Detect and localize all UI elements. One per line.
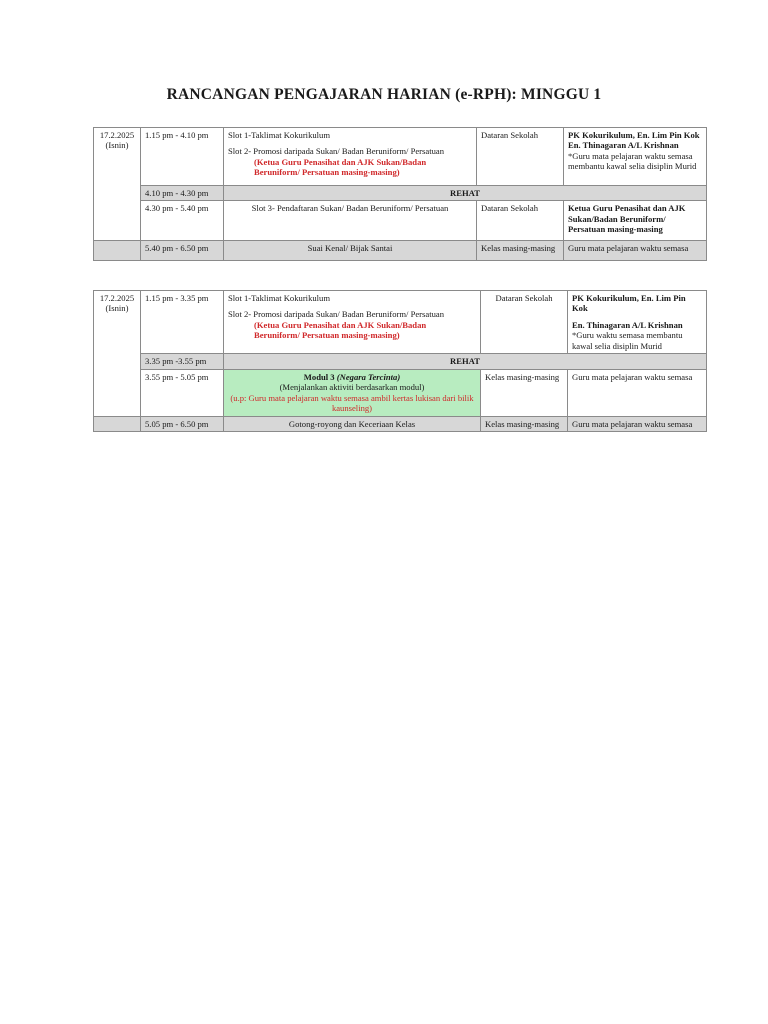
responsible-note: *Guru mata pelajaran waktu semasa membantu kawal selia disiplin Murid [568,150,697,172]
slot1-text: Slot 1-Taklimat Kokurikulum [228,293,331,303]
place-cell: Kelas masing-masing [481,416,568,431]
table-row [94,201,707,241]
responsible-name-a: PK Kokurikulum, En. Lim Pin Kok [568,130,700,140]
slot2-note-a: (Ketua Guru Penasihat dan AJK Sukan/Badan [254,319,427,330]
slot2-note-a: (Ketua Guru Penasihat dan AJK Sukan/Badan [254,156,427,167]
day-text: (Isnin) [105,303,129,314]
place-cell: Kelas masing-masing [477,241,564,261]
place-cell: Dataran Sekolah [481,291,568,354]
responsible-note: *Guru waktu semasa membantu kawal selia disiplin Murid [572,330,683,351]
page-title: RANCANGAN PENGAJARAN HARIAN (e-RPH): MINGGU 1 [166,86,602,103]
slot2-text: Slot 2- Promosi daripada Sukan/ Badan Beruniform/ Persatuan [228,146,445,157]
break-cell: REHAT [224,186,707,201]
table-row [94,186,707,201]
schedule-table-2 [93,290,707,432]
activity-cell: Slot 3- Pendaftaran Sukan/ Badan Beruniform/ Persatuan [224,201,477,241]
time-cell: 5.05 pm - 6.50 pm [141,416,224,431]
module-note: (u.p: Guru mata pelajaran waktu semasa ambil kertas lukisan dari bilik kaunseling) [230,392,474,414]
time-cell: 4.30 pm - 5.40 pm [141,201,224,241]
date-text: 17.2.2025 [99,130,135,140]
time-cell: 4.10 pm - 4.30 pm [141,186,224,201]
responsible-cell: Ketua Guru Penasihat dan AJK Sukan/Badan Beruniform/ Persatuan masing-masing [564,201,707,241]
responsible-name-b: En. Thinagaran A/L Krishnan [568,140,679,151]
day-text: (Isnin) [105,140,129,151]
module-desc: (Menjalankan aktiviti berdasarkan modul) [279,382,425,393]
slot2-note-b: Beruniform/ Persatuan masing-masing) [254,330,400,341]
time-cell: 3.35 pm -3.55 pm [141,354,224,369]
date-text: 17.2.2025 [99,293,135,303]
responsible-cell: Guru mata pelajaran waktu semasa [568,416,707,431]
date-cell-empty [94,416,141,431]
slot2-text: Slot 2- Promosi daripada Sukan/ Badan Beruniform/ Persatuan [228,309,445,320]
activity-cell [224,128,477,186]
activity-cell [224,291,481,354]
slot2-note-b: Beruniform/ Persatuan masing-masing) [254,167,400,178]
responsible-cell [564,128,707,186]
activity-cell: Suai Kenal/ Bijak Santai [224,241,477,261]
responsible-cell: Guru mata pelajaran waktu semasa [564,241,707,261]
place-cell: Kelas masing-masing [481,369,568,416]
date-cell [94,128,141,241]
time-cell: 3.55 pm - 5.05 pm [141,369,224,416]
table-row [94,241,707,261]
slot1-text: Slot 1-Taklimat Kokurikulum [228,130,331,140]
table-row [94,416,707,431]
time-cell: 1.15 pm - 4.10 pm [141,128,224,186]
table-row [94,291,707,354]
module-title: Modul 3 (Negara Tercinta) [303,371,401,382]
date-cell [94,291,141,417]
module-cell [224,369,481,416]
table-row [94,354,707,369]
place-cell: Dataran Sekolah [477,128,564,186]
responsible-name-b: En. Thinagaran A/L Krishnan [572,319,683,330]
date-cell-empty [94,241,141,261]
activity-cell: Gotong-royong dan Keceriaan Kelas [224,416,481,431]
schedule-table-1 [93,127,707,261]
time-cell: 5.40 pm - 6.50 pm [141,241,224,261]
table-row [94,369,707,416]
table-row [94,128,707,186]
responsible-cell [568,291,707,354]
responsible-name-a: PK Kokurikulum, En. Lim Pin Kok [572,293,686,314]
time-cell: 1.15 pm - 3.35 pm [141,291,224,354]
place-cell: Dataran Sekolah [477,201,564,241]
break-cell: REHAT [224,354,707,369]
responsible-cell: Guru mata pelajaran waktu semasa [568,369,707,416]
